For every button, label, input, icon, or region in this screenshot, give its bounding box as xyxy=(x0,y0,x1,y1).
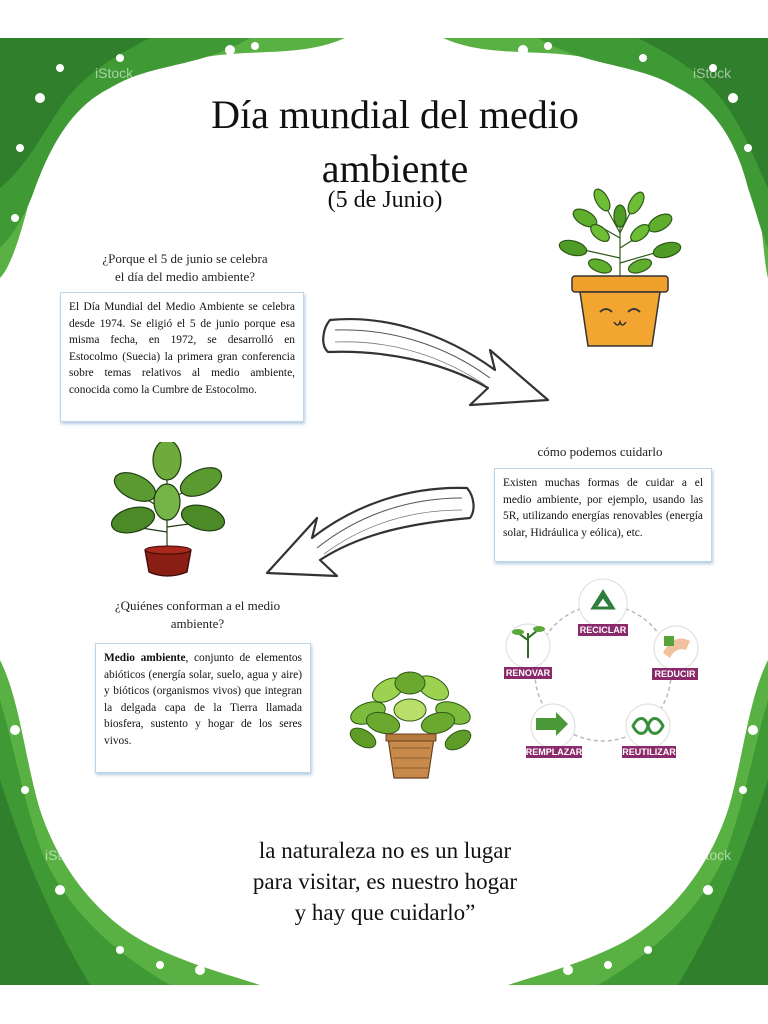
question-line-2: el día del medio ambiente? xyxy=(114,269,256,284)
definition-term: Medio ambiente xyxy=(104,652,186,664)
watermark: iStock xyxy=(693,847,732,863)
page-title xyxy=(120,88,670,196)
reducir-label: REDUCIR xyxy=(654,669,696,679)
history-text-box: El Día Mundial del Medio Ambiente se celebra desde 1974. Se eligió el 5 de junio porque esa misma fecha, en 1972, se desarrolló en Estocolmo (Suecia) la primera gran conferencia sobre temas relativos al medio ambiente, conocida como la Cumbre de Estocolmo. xyxy=(60,292,304,422)
remplazar-label: REMPLAZAR xyxy=(525,747,583,757)
question-line-1: ¿Porque el 5 de junio se celebra xyxy=(102,251,268,266)
quote-line-3: y hay que cuidarlo” xyxy=(294,900,476,925)
reutilizar-node xyxy=(622,704,676,758)
reutilizar-label: REUTILIZAR xyxy=(622,747,676,757)
rubber-plant-icon xyxy=(105,442,230,582)
watermark: iStock xyxy=(95,65,134,81)
question-who-forms xyxy=(85,597,310,633)
five-r-diagram xyxy=(498,578,708,763)
care-text-box: Existen muchas formas de cuidar a el medio ambiente, por ejemplo, usando las 5R, utilizando energías renovables (energía solar, Hidráulica y eólica), etc. xyxy=(494,468,712,562)
title-line-1: Día mundial del medio xyxy=(211,92,579,137)
renovar-label: RENOVAR xyxy=(505,668,551,678)
watermark: iStock xyxy=(45,847,84,863)
question-line-1: ¿Quiénes conforman a el medio xyxy=(114,598,281,613)
definition-text-box xyxy=(95,643,311,773)
question-how-to-care: cómo podemos cuidarlo xyxy=(537,444,663,459)
pothos-plant-icon xyxy=(348,668,473,783)
remplazar-node xyxy=(526,704,583,758)
smiling-potted-plant-icon xyxy=(540,188,700,353)
reciclar-label: RECICLAR xyxy=(579,625,627,635)
reducir-node xyxy=(652,626,698,680)
closing-quote xyxy=(200,835,570,928)
quote-line-1: la naturaleza no es un lugar xyxy=(258,838,512,863)
watermark: iStock xyxy=(693,65,732,81)
question-why-june-5 xyxy=(75,250,295,286)
title-line-2: ambiente xyxy=(321,146,469,191)
arrow-left-down-icon xyxy=(262,478,477,586)
page-date: (5 de Junio) xyxy=(327,187,443,213)
renovar-node xyxy=(504,624,552,679)
reciclar-node xyxy=(578,579,628,636)
question-line-2: ambiente? xyxy=(170,616,225,631)
definition-text: , conjunto de elementos abióticos (energía solar, suelo, agua y aire) y bióticos (organismos vivos) que integran la delgada capa de la Tierra llamada biosfera, sustento y hogar de los seres vivos. xyxy=(104,652,302,747)
arrow-right-down-icon xyxy=(320,300,555,415)
quote-line-2: para visitar, es nuestro hogar xyxy=(252,869,518,894)
